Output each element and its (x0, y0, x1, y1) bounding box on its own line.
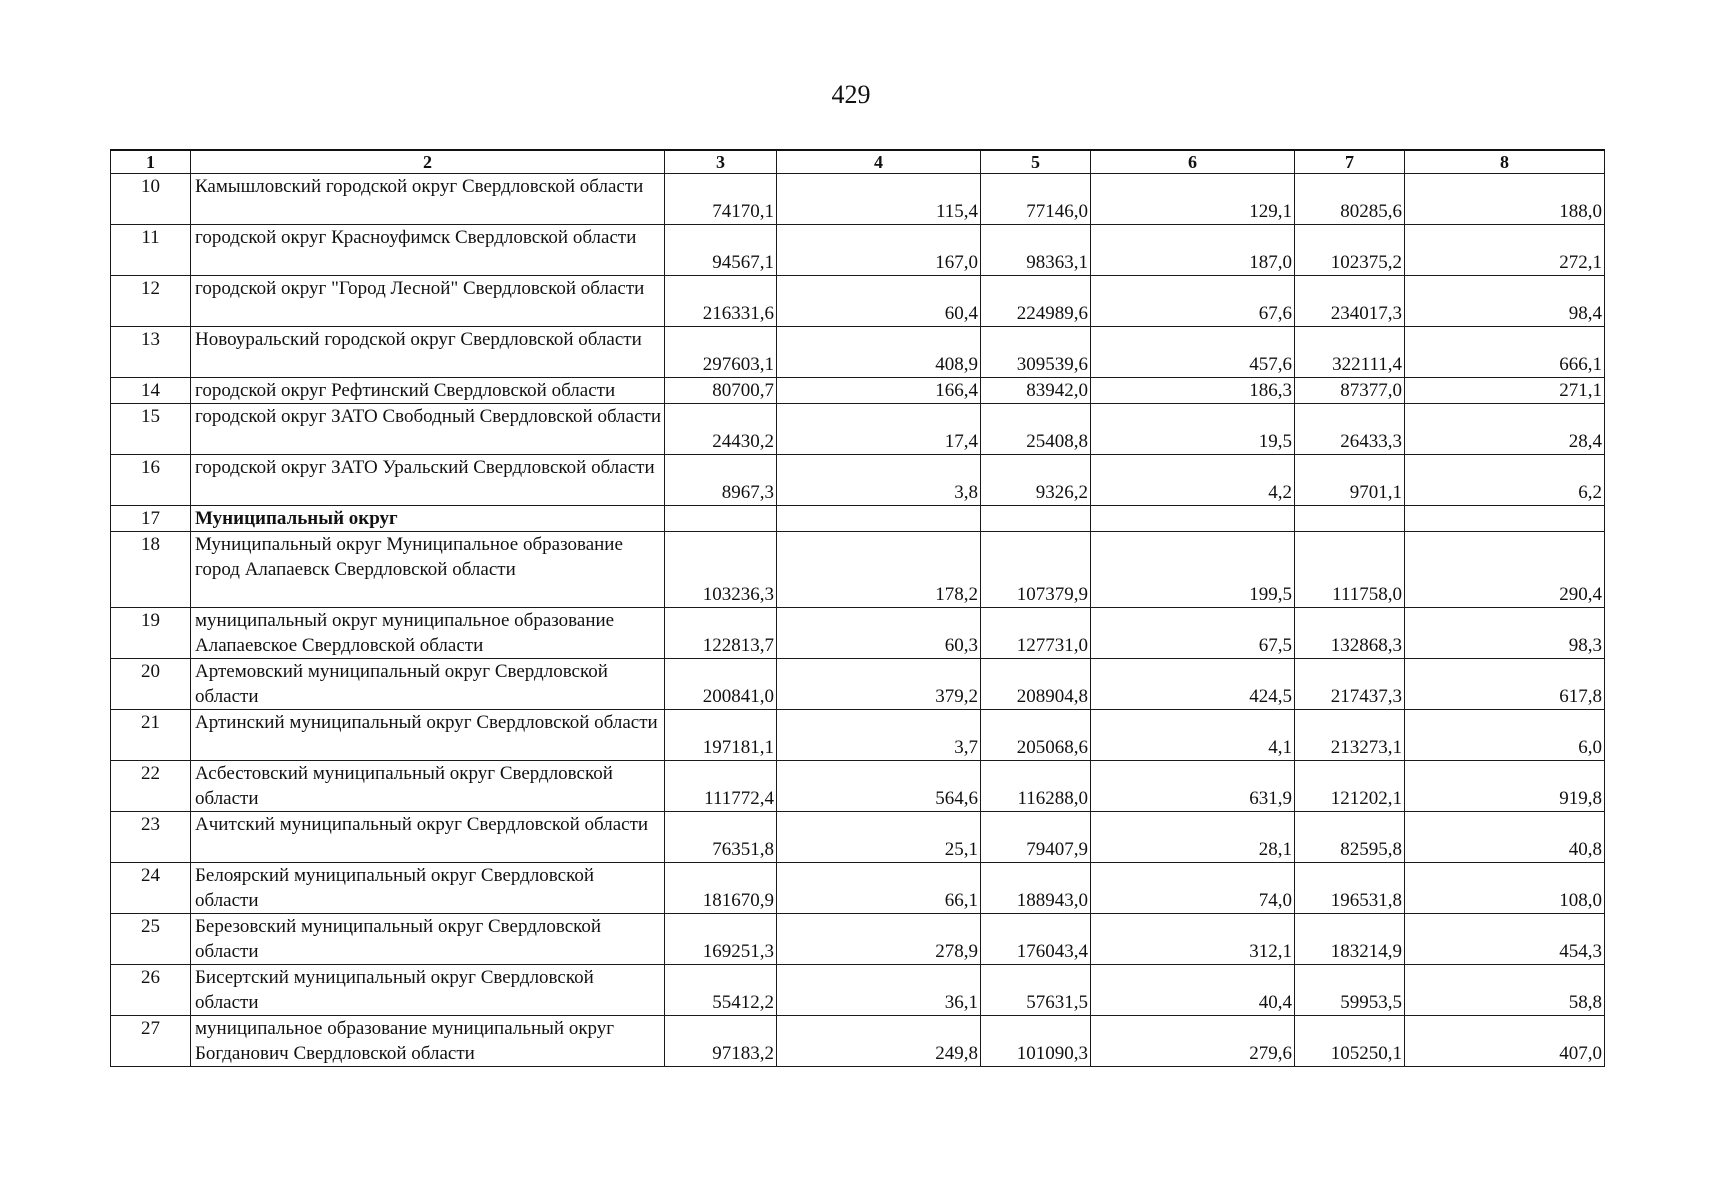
row-number: 20 (111, 659, 191, 710)
value-col-6: 129,1 (1091, 174, 1295, 225)
value-col-8: 6,0 (1405, 710, 1605, 761)
value-col-6: 4,2 (1091, 455, 1295, 506)
value-col-5: 77146,0 (981, 174, 1091, 225)
header-cell-6: 6 (1091, 150, 1295, 174)
value-col-6: 312,1 (1091, 914, 1295, 965)
table-row (111, 532, 1605, 608)
header-cell-2: 2 (191, 150, 665, 174)
value-col-4: 166,4 (777, 378, 981, 404)
municipality-name: городской округ ЗАТО Свободный Свердловской области (191, 404, 665, 455)
row-number: 26 (111, 965, 191, 1016)
value-col-8: 98,4 (1405, 276, 1605, 327)
row-number: 10 (111, 174, 191, 225)
table-row (111, 276, 1605, 327)
value-col-5: 176043,4 (981, 914, 1091, 965)
value-col-4: 249,8 (777, 1016, 981, 1067)
header-cell-1: 1 (111, 150, 191, 174)
row-number: 22 (111, 761, 191, 812)
value-col-8: 919,8 (1405, 761, 1605, 812)
row-number: 25 (111, 914, 191, 965)
value-col-5: 79407,9 (981, 812, 1091, 863)
value-col-4: 379,2 (777, 659, 981, 710)
value-col-6 (1091, 506, 1295, 532)
value-col-6: 424,5 (1091, 659, 1295, 710)
value-col-5: 224989,6 (981, 276, 1091, 327)
value-col-3: 122813,7 (665, 608, 777, 659)
value-col-8: 407,0 (1405, 1016, 1605, 1067)
value-col-5: 83942,0 (981, 378, 1091, 404)
value-col-6: 40,4 (1091, 965, 1295, 1016)
value-col-4: 115,4 (777, 174, 981, 225)
header-cell-3: 3 (665, 150, 777, 174)
municipality-name: Новоуральский городской округ Свердловской области (191, 327, 665, 378)
value-col-5: 205068,6 (981, 710, 1091, 761)
value-col-7: 183214,9 (1295, 914, 1405, 965)
value-col-5: 208904,8 (981, 659, 1091, 710)
value-col-4: 564,6 (777, 761, 981, 812)
value-col-7: 111758,0 (1295, 532, 1405, 608)
value-col-7: 234017,3 (1295, 276, 1405, 327)
value-col-3: 80700,7 (665, 378, 777, 404)
value-col-5: 57631,5 (981, 965, 1091, 1016)
value-col-4: 66,1 (777, 863, 981, 914)
value-col-7: 80285,6 (1295, 174, 1405, 225)
table-row (111, 506, 1605, 532)
value-col-6: 19,5 (1091, 404, 1295, 455)
row-number: 27 (111, 1016, 191, 1067)
value-col-3 (665, 506, 777, 532)
municipality-name: городской округ "Город Лесной" Свердловской области (191, 276, 665, 327)
value-col-7: 9701,1 (1295, 455, 1405, 506)
value-col-7: 87377,0 (1295, 378, 1405, 404)
value-col-7 (1295, 506, 1405, 532)
value-col-4: 167,0 (777, 225, 981, 276)
table-row (111, 174, 1605, 225)
value-col-4: 25,1 (777, 812, 981, 863)
municipality-name: Бисертский муниципальный округ Свердловской области (191, 965, 665, 1016)
table-row (111, 659, 1605, 710)
header-cell-8: 8 (1405, 150, 1605, 174)
value-col-4: 3,8 (777, 455, 981, 506)
value-col-7: 59953,5 (1295, 965, 1405, 1016)
value-col-5: 25408,8 (981, 404, 1091, 455)
municipality-name: городской округ ЗАТО Уральский Свердловской области (191, 455, 665, 506)
value-col-7: 102375,2 (1295, 225, 1405, 276)
value-col-4: 408,9 (777, 327, 981, 378)
value-col-7: 217437,3 (1295, 659, 1405, 710)
table-row (111, 327, 1605, 378)
row-number: 24 (111, 863, 191, 914)
value-col-6: 631,9 (1091, 761, 1295, 812)
row-number: 16 (111, 455, 191, 506)
value-col-8: 271,1 (1405, 378, 1605, 404)
municipality-name: Артемовский муниципальный округ Свердловской области (191, 659, 665, 710)
value-col-8: 58,8 (1405, 965, 1605, 1016)
municipality-name: Ачитский муниципальный округ Свердловской области (191, 812, 665, 863)
value-col-6: 4,1 (1091, 710, 1295, 761)
value-col-7: 132868,3 (1295, 608, 1405, 659)
table-row (111, 378, 1605, 404)
value-col-7: 82595,8 (1295, 812, 1405, 863)
value-col-6: 187,0 (1091, 225, 1295, 276)
table-row (111, 710, 1605, 761)
value-col-3: 197181,1 (665, 710, 777, 761)
header-cell-5: 5 (981, 150, 1091, 174)
table-row (111, 608, 1605, 659)
value-col-3: 8967,3 (665, 455, 777, 506)
row-number: 17 (111, 506, 191, 532)
row-number: 23 (111, 812, 191, 863)
row-number: 13 (111, 327, 191, 378)
value-col-5: 9326,2 (981, 455, 1091, 506)
value-col-3: 24430,2 (665, 404, 777, 455)
row-number: 12 (111, 276, 191, 327)
value-col-3: 169251,3 (665, 914, 777, 965)
value-col-7: 322111,4 (1295, 327, 1405, 378)
page-number (0, 80, 1714, 110)
value-col-6: 457,6 (1091, 327, 1295, 378)
value-col-3: 97183,2 (665, 1016, 777, 1067)
value-col-3: 181670,9 (665, 863, 777, 914)
value-col-4: 178,2 (777, 532, 981, 608)
value-col-5 (981, 506, 1091, 532)
value-col-3: 297603,1 (665, 327, 777, 378)
value-col-3: 74170,1 (665, 174, 777, 225)
municipality-name: Муниципальный округ Муниципальное образование город Алапаевск Свердловской области (191, 532, 665, 608)
row-number: 15 (111, 404, 191, 455)
value-col-8: 272,1 (1405, 225, 1605, 276)
table-row (111, 1016, 1605, 1067)
municipality-name: муниципальное образование муниципальный округ Богданович Свердловской области (191, 1016, 665, 1067)
value-col-8: 6,2 (1405, 455, 1605, 506)
value-col-5: 127731,0 (981, 608, 1091, 659)
table-row (111, 455, 1605, 506)
value-col-3: 103236,3 (665, 532, 777, 608)
value-col-6: 67,6 (1091, 276, 1295, 327)
value-col-3: 76351,8 (665, 812, 777, 863)
municipality-name: Березовский муниципальный округ Свердловской области (191, 914, 665, 965)
municipality-name: Камышловский городской округ Свердловской области (191, 174, 665, 225)
table-row (111, 761, 1605, 812)
row-number: 18 (111, 532, 191, 608)
column-number-header (111, 150, 1605, 174)
value-col-3: 216331,6 (665, 276, 777, 327)
value-col-6: 186,3 (1091, 378, 1295, 404)
value-col-3: 55412,2 (665, 965, 777, 1016)
value-col-8: 454,3 (1405, 914, 1605, 965)
value-col-8: 28,4 (1405, 404, 1605, 455)
value-col-3: 200841,0 (665, 659, 777, 710)
table-row (111, 914, 1605, 965)
header-cell-7: 7 (1295, 150, 1405, 174)
row-number: 19 (111, 608, 191, 659)
value-col-5: 101090,3 (981, 1016, 1091, 1067)
header-cell-4: 4 (777, 150, 981, 174)
value-col-7: 105250,1 (1295, 1016, 1405, 1067)
table-row (111, 404, 1605, 455)
value-col-5: 98363,1 (981, 225, 1091, 276)
value-col-3: 94567,1 (665, 225, 777, 276)
value-col-6: 199,5 (1091, 532, 1295, 608)
page-number-text: 429 (831, 80, 871, 109)
municipality-name: муниципальный округ муниципальное образование Алапаевское Свердловской области (191, 608, 665, 659)
value-col-6: 28,1 (1091, 812, 1295, 863)
value-col-5: 188943,0 (981, 863, 1091, 914)
value-col-8: 290,4 (1405, 532, 1605, 608)
budget-table (110, 149, 1605, 1067)
value-col-4: 60,4 (777, 276, 981, 327)
value-col-3: 111772,4 (665, 761, 777, 812)
value-col-4 (777, 506, 981, 532)
value-col-4: 278,9 (777, 914, 981, 965)
value-col-6: 74,0 (1091, 863, 1295, 914)
section-heading: Муниципальный округ (191, 506, 665, 532)
value-col-4: 17,4 (777, 404, 981, 455)
value-col-4: 36,1 (777, 965, 981, 1016)
table-row (111, 863, 1605, 914)
value-col-8: 108,0 (1405, 863, 1605, 914)
value-col-7: 121202,1 (1295, 761, 1405, 812)
table-row (111, 225, 1605, 276)
value-col-8: 98,3 (1405, 608, 1605, 659)
value-col-4: 3,7 (777, 710, 981, 761)
value-col-5: 116288,0 (981, 761, 1091, 812)
value-col-8: 40,8 (1405, 812, 1605, 863)
table-row (111, 965, 1605, 1016)
value-col-7: 213273,1 (1295, 710, 1405, 761)
value-col-4: 60,3 (777, 608, 981, 659)
municipality-name: городской округ Рефтинский Свердловской области (191, 378, 665, 404)
row-number: 14 (111, 378, 191, 404)
value-col-6: 67,5 (1091, 608, 1295, 659)
municipality-name: Белоярский муниципальный округ Свердловской области (191, 863, 665, 914)
value-col-8: 666,1 (1405, 327, 1605, 378)
value-col-7: 26433,3 (1295, 404, 1405, 455)
row-number: 11 (111, 225, 191, 276)
table-row (111, 812, 1605, 863)
municipality-name: Артинский муниципальный округ Свердловской области (191, 710, 665, 761)
value-col-8: 617,8 (1405, 659, 1605, 710)
value-col-5: 107379,9 (981, 532, 1091, 608)
municipality-name: городской округ Красноуфимск Свердловской области (191, 225, 665, 276)
value-col-8: 188,0 (1405, 174, 1605, 225)
value-col-7: 196531,8 (1295, 863, 1405, 914)
row-number: 21 (111, 710, 191, 761)
table-body (111, 174, 1605, 1067)
value-col-6: 279,6 (1091, 1016, 1295, 1067)
value-col-8 (1405, 506, 1605, 532)
municipality-name: Асбестовский муниципальный округ Свердловской области (191, 761, 665, 812)
value-col-5: 309539,6 (981, 327, 1091, 378)
